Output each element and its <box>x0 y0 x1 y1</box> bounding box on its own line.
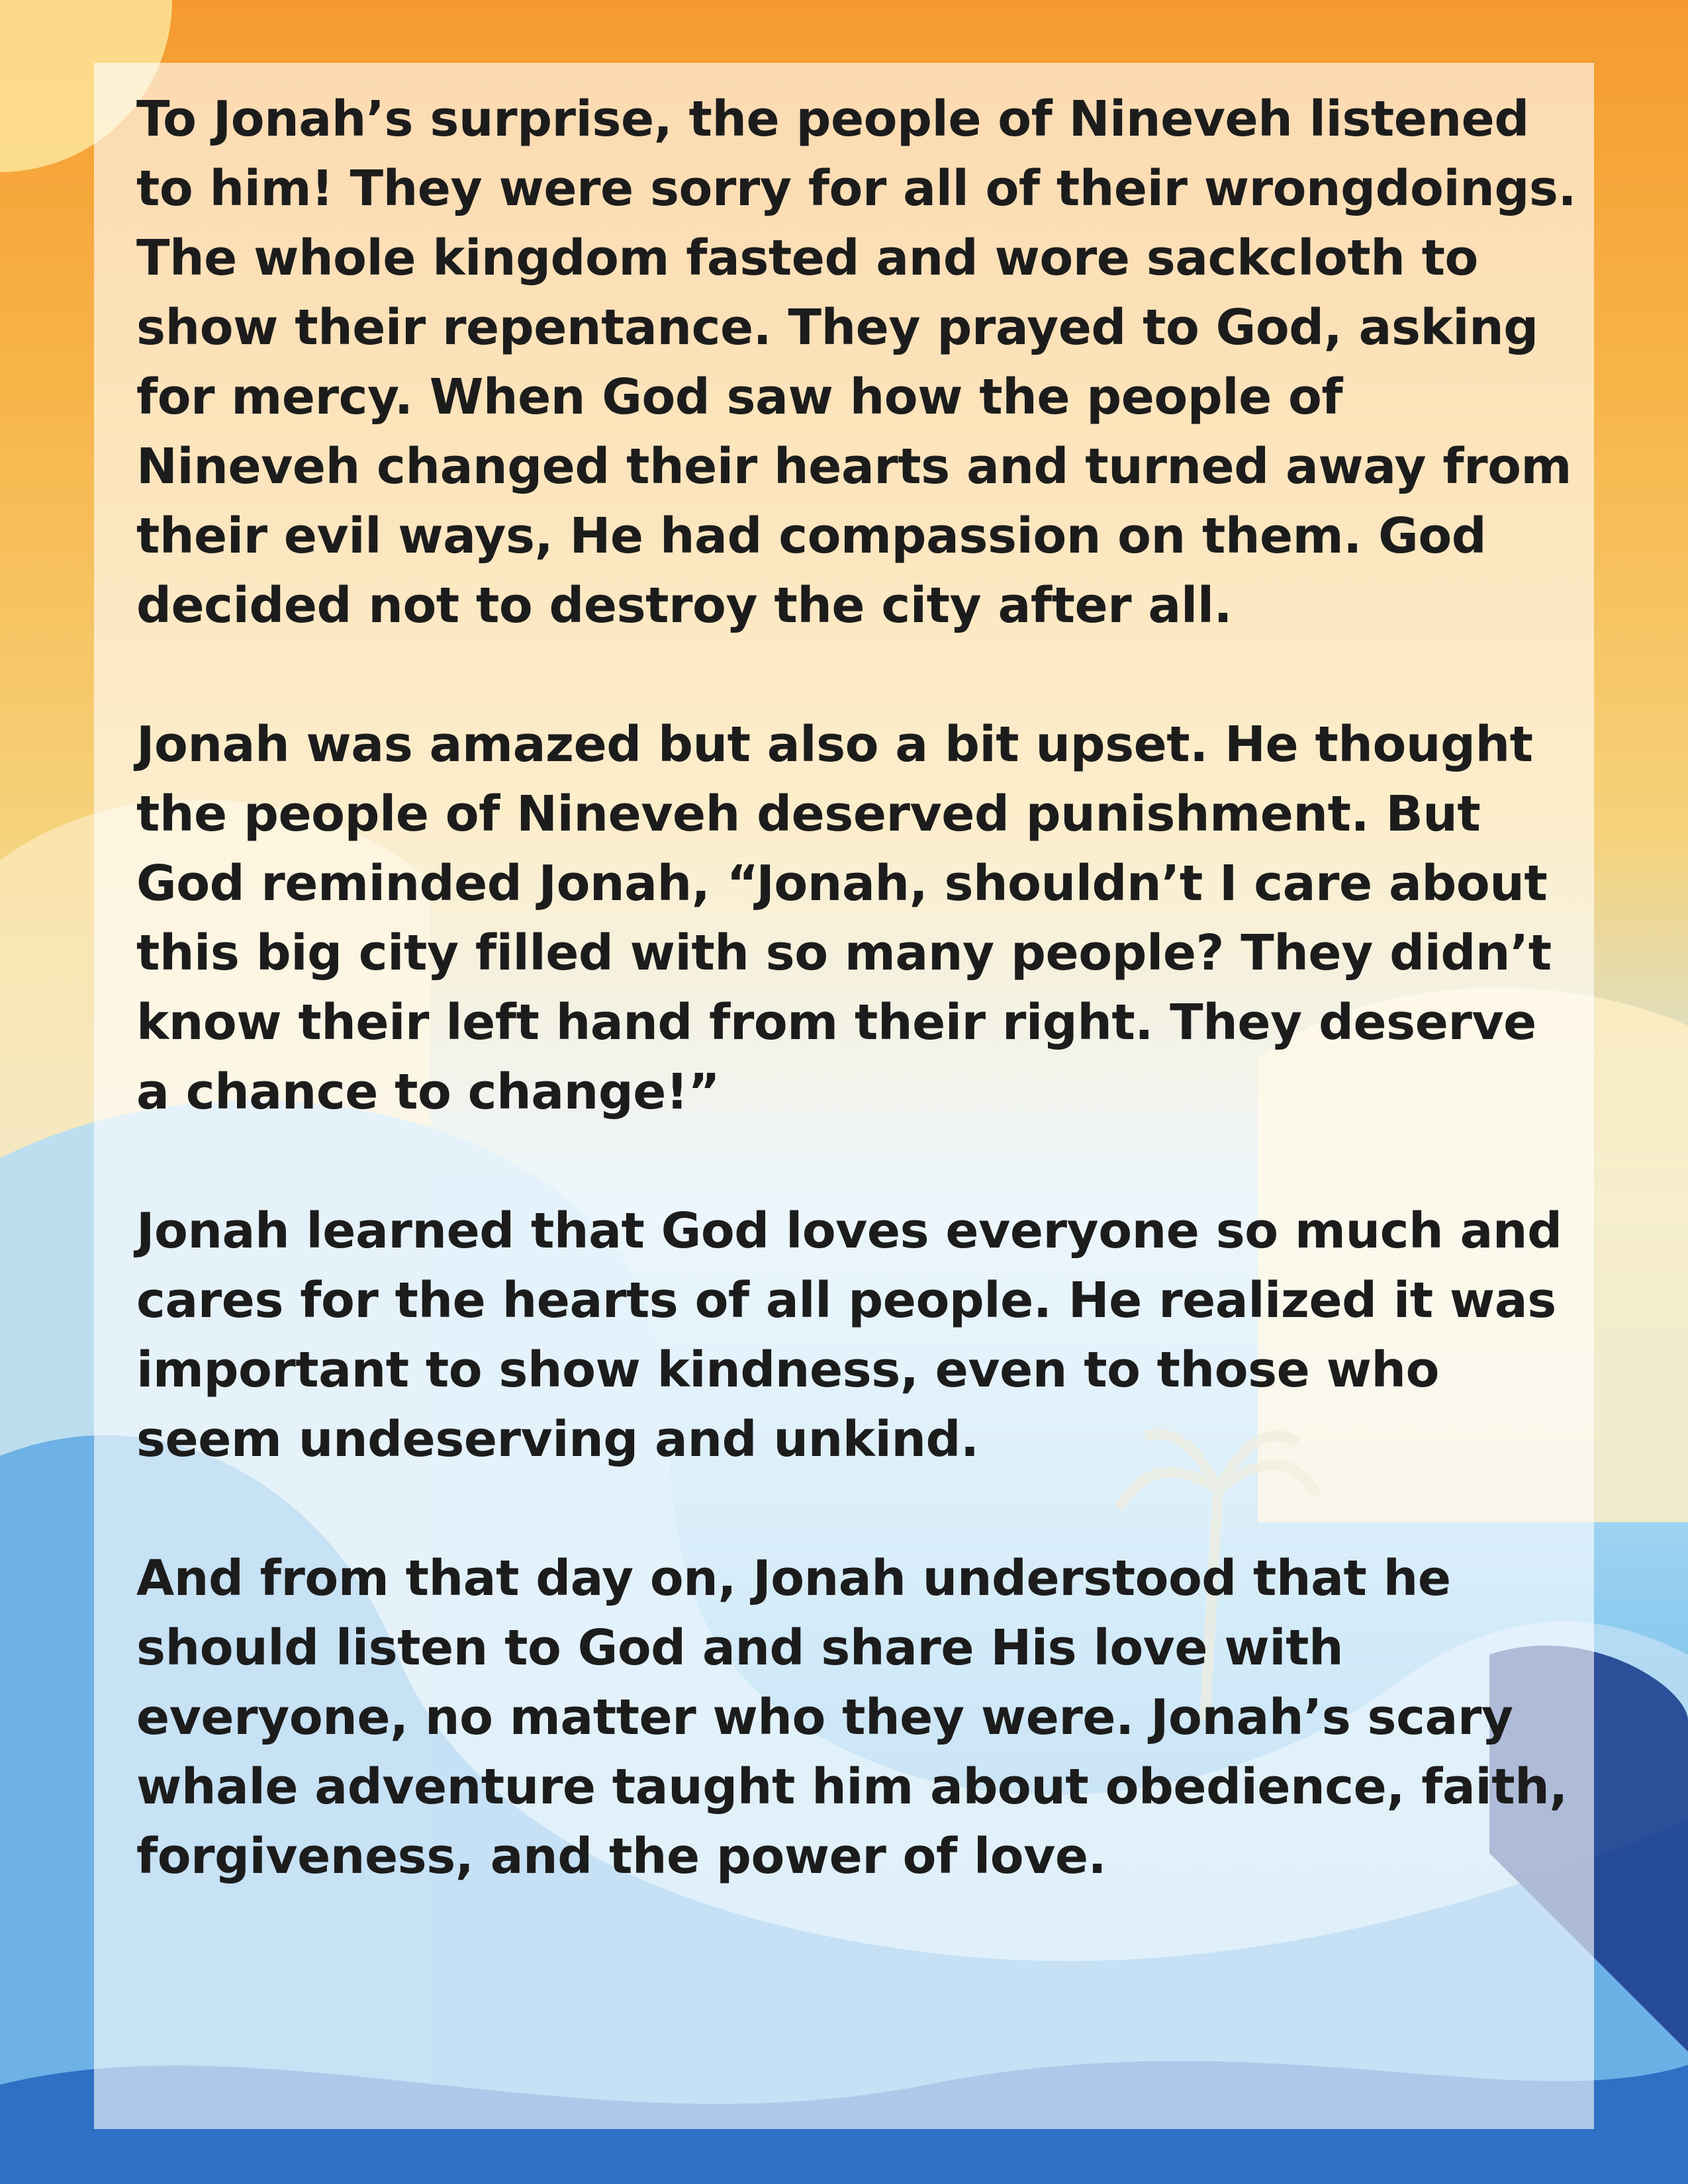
story-paragraph-1: To Jonah’s surprise, the people of Nineveh listened to him! They were sorry for all of their wrongdoings. The whole kingdom fasted and wore sackcloth to show their repentance. They prayed to God, asking for mercy. When God saw how the people of Nineveh changed their hearts and turned away from their evil ways, He had compassion on them. God decided not to destroy the city after all. <box>136 91 1577 634</box>
story-paragraph-4: And from that day on, Jonah understood that he should listen to God and share His love with everyone, no matter who they were. Jonah’s scary whale adventure taught him about obedience, faith, forgiveness, and the power of love. <box>136 1550 1568 1885</box>
story-paragraph-3: Jonah learned that God loves everyone so much and cares for the hearts of all people. He realized it was important to show kindness, even to those who seem undeserving and unkind. <box>136 1203 1562 1468</box>
story-paragraph-2: Jonah was amazed but also a bit upset. He thought the people of Nineveh deserved punishment. But God reminded Jonah, “Jonah, shouldn’t I care about this big city filled with so many people? They didn’t know their left hand from their right. They deserve a chance to change!” <box>136 716 1552 1120</box>
story-text <box>136 85 1579 1961</box>
